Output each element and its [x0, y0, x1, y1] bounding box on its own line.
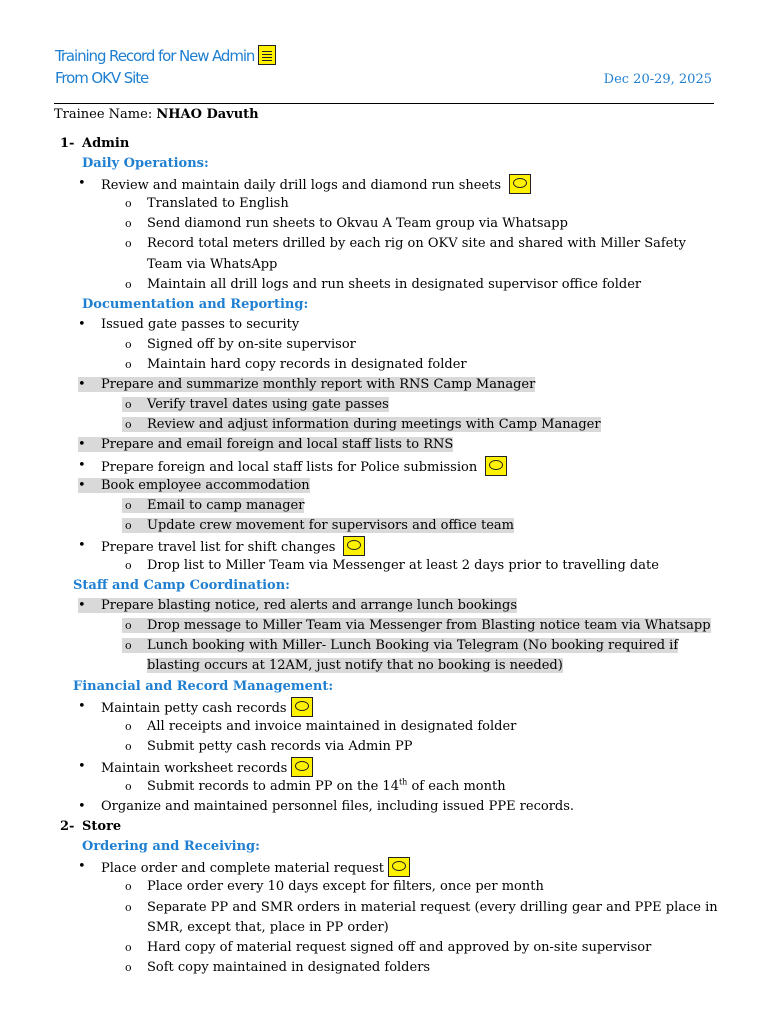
list-item-continuation: SMR, except that, place in PP order) — [147, 919, 389, 935]
comment-icon[interactable] — [485, 456, 507, 476]
subheading-documentation-reporting: Documentation and Reporting: — [82, 296, 309, 312]
trainee-name-row — [54, 106, 259, 123]
list-item: o Submit petty cash records via Admin PP — [0, 737, 768, 757]
list-item — [0, 395, 768, 415]
list-item: • Place order and complete material request — [0, 857, 768, 877]
title-line-2: From OKV Site — [55, 69, 149, 87]
list-item: o Separate PP and SMR orders in material request (every drilling gear and PPE place in — [0, 898, 768, 918]
trainee-label: Trainee Name: — [54, 107, 157, 122]
highlighted-text: Lunch booking with Miller- Lunch Booking via Telegram (No booking required if — [122, 638, 678, 653]
list-item: • Organize and maintained personnel files, including issued PPE records. — [0, 797, 768, 817]
list-item: o All receipts and invoice maintained in designated folder — [0, 717, 768, 737]
highlighted-text: blasting occurs at 12AM, just notify that no booking is needed) — [147, 658, 563, 674]
list-item: o Send diamond run sheets to Okvau A Team group via Whatsapp — [0, 214, 768, 234]
highlighted-text: Prepare blasting notice, red alerts and arrange lunch bookings — [78, 598, 517, 613]
note-icon[interactable] — [258, 45, 276, 65]
subheading-staff-camp-coordination: Staff and Camp Coordination: — [73, 578, 290, 594]
list-item — [0, 516, 768, 536]
list-item: • Maintain petty cash records — [0, 697, 768, 717]
list-item: o Signed off by on-site supervisor — [0, 335, 768, 355]
highlighted-text: Drop message to Miller Team via Messenger from Blasting notice team via Whatsapp — [122, 618, 711, 633]
list-item — [0, 375, 768, 395]
list-item: o Place order every 10 days except for filters, once per month — [0, 877, 768, 897]
header-divider — [54, 103, 714, 104]
trainee-name: NHAO Davuth — [156, 107, 259, 122]
list-item: o Maintain all drill logs and run sheets in designated supervisor office folder — [0, 275, 768, 295]
list-item: • Maintain worksheet records — [0, 757, 768, 777]
list-item: o Record total meters drilled by each rig on OKV site and shared with Miller Safety — [0, 234, 768, 254]
list-item — [0, 616, 768, 636]
list-item: o Soft copy maintained in designated folders — [0, 958, 768, 978]
list-item — [0, 415, 768, 435]
comment-icon[interactable] — [509, 174, 531, 194]
list-item — [0, 496, 768, 516]
list-item: • Review and maintain daily drill logs and diamond run sheets — [0, 174, 768, 194]
comment-icon[interactable] — [291, 757, 313, 777]
comment-icon[interactable] — [343, 536, 365, 556]
highlighted-text: Prepare and summarize monthly report with RNS Camp Manager — [78, 377, 535, 392]
date-range: Dec 20-29, 2025 — [603, 72, 712, 87]
list-item: o Submit records to admin PP on the 14th of each month — [0, 777, 768, 797]
subheading-financial-record-management: Financial and Record Management: — [73, 678, 334, 694]
list-item: • Prepare travel list for shift changes — [0, 536, 768, 556]
highlighted-text: Prepare and email foreign and local staff lists to RNS — [78, 437, 453, 452]
list-item — [0, 596, 768, 616]
highlighted-text: Verify travel dates using gate passes — [122, 397, 389, 412]
list-item-continuation — [0, 656, 768, 676]
list-item: o Maintain hard copy records in designated folder — [0, 355, 768, 375]
list-item — [0, 476, 768, 496]
highlighted-text: Update crew movement for supervisors and office team — [122, 518, 514, 533]
list-item: o Drop list to Miller Team via Messenger at least 2 days prior to travelling date — [0, 556, 768, 576]
comment-icon[interactable] — [388, 857, 410, 877]
list-item — [0, 636, 768, 656]
highlighted-text: Book employee accommodation — [78, 478, 310, 493]
document-body — [0, 134, 768, 978]
document-title — [55, 45, 276, 89]
list-item: • Prepare foreign and local staff lists for Police submission — [0, 456, 768, 476]
section-admin-heading: 1- Admin — [60, 136, 130, 151]
title-line-1: Training Record for New Admin — [55, 47, 255, 65]
list-item: o Translated to English — [0, 194, 768, 214]
highlighted-text: Review and adjust information during meetings with Camp Manager — [122, 417, 601, 432]
list-item — [0, 435, 768, 455]
subheading-daily-operations: Daily Operations: — [82, 156, 209, 172]
comment-icon[interactable] — [291, 697, 313, 717]
list-item: • Issued gate passes to security — [0, 315, 768, 335]
list-item-continuation: Team via WhatsApp — [147, 256, 278, 272]
section-store-heading: 2- Store — [60, 819, 122, 835]
list-item: o Hard copy of material request signed off and approved by on-site supervisor — [0, 938, 768, 958]
highlighted-text: Email to camp manager — [122, 498, 304, 513]
subheading-ordering-receiving: Ordering and Receiving: — [82, 839, 260, 855]
